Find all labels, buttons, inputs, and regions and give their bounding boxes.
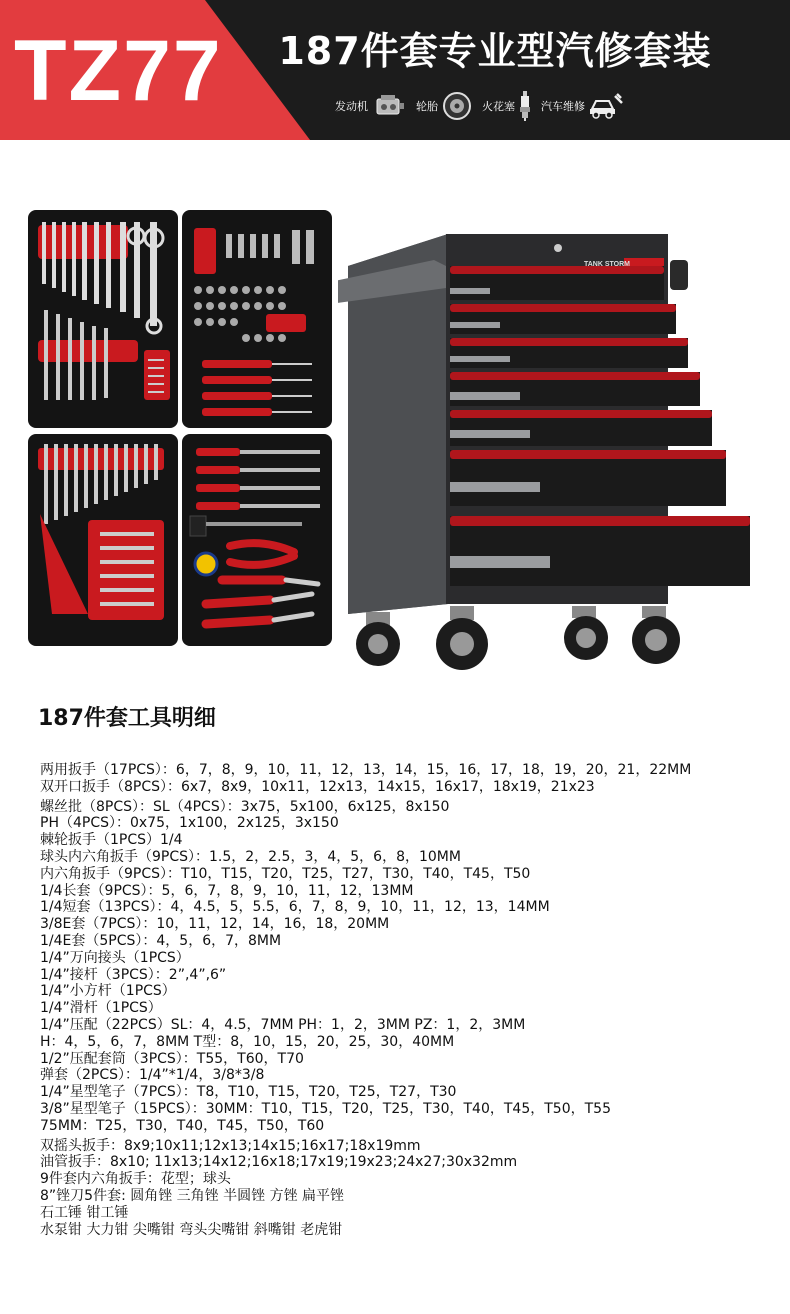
feature-tag-label: 发动机: [335, 100, 368, 113]
detail-line: 1/2”压配套筒（3PCS）：T55，T60，T70: [40, 1050, 304, 1067]
feature-tags: [335, 88, 633, 124]
detail-line: 1/4”万向接头（1PCS）: [40, 949, 190, 966]
detail-line: 两用扳手（17PCS）：6，7，8，9，10，11，12，13，14，15，16，17，18，19，20，21，22MM: [40, 762, 692, 778]
feature-tag-tire: [416, 91, 472, 121]
detail-line: 水泵钳 大力钳 尖嘴钳 弯头尖嘴钳 斜嘴钳 老虎钳: [40, 1221, 343, 1238]
feature-tag-spark-plug: [482, 91, 531, 121]
engine-icon: [372, 93, 406, 119]
brand-label: TANK STORM: [584, 261, 631, 268]
model-code: TZ77: [14, 23, 223, 119]
detail-line: 1/4”压配（22PCS）SL：4，4.5，7MM PH：1，2，3MM PZ：1，2，3MM: [40, 1016, 526, 1033]
detail-line: H：4，5，6，7，8MM T型：8，10，15，20，25，30，40MM: [40, 1033, 455, 1050]
feature-tag-label: 火花塞: [482, 100, 515, 113]
car-repair-icon: [589, 93, 623, 119]
spark-plug-icon: [519, 91, 531, 121]
detail-line: 9件套内六角扳手：花型；球头: [40, 1171, 231, 1188]
detail-list: [40, 762, 780, 1238]
tool-tray-sockets: [182, 210, 332, 428]
feature-tag-engine: [335, 93, 406, 119]
detail-line: 1/4”星型笔子（7PCS）：T8，T10，T15，T20，T25，T27，T30: [40, 1084, 457, 1101]
product-title: 187件套专业型汽修套装: [278, 29, 712, 73]
detail-line: 油管扳手：8x10; 11x13;14x12;16x18;17x19;19x23;24x27;30x32mm: [40, 1154, 518, 1171]
detail-line: 3/8E套（7PCS）：10，11，12，14，16，18，20MM: [40, 916, 390, 933]
detail-line: 3/8”星型笔子（15PCS）：30MM：T10，T15，T20，T25，T30，T40，T45，T50，T55: [40, 1100, 611, 1117]
feature-tag-label: 汽车维修: [541, 100, 585, 113]
detail-line: 双开口扳手（8PCS）：6x7，8x9，10x11，12x13，14x15，16x17，18x19，21x23: [40, 778, 595, 795]
product-photos: [28, 208, 760, 678]
detail-line: PH（4PCS）：0x75，1x100，2x125，3x150: [40, 815, 339, 832]
tool-cabinet: [338, 226, 778, 686]
detail-title: 187件套工具明细: [38, 706, 216, 731]
feature-tag-car-repair: [541, 93, 623, 119]
cabinet-drawers: [450, 266, 750, 586]
detail-line: 球头内六角扳手（9PCS）：1.5，2，2.5，3，4，5，6，8，10MM: [40, 848, 461, 865]
detail-line: 1/4”小方杆（1PCS）: [40, 983, 176, 1000]
tool-tray-pliers: [182, 434, 332, 646]
ratchet-wrench-tray-image: [28, 434, 178, 646]
feature-tag-label: 轮胎: [416, 100, 438, 113]
detail-line: 1/4”接杆（3PCS）：2”,4”,6”: [40, 966, 227, 983]
header-banner: [0, 0, 790, 140]
detail-line: 1/4”滑杆（1PCS）: [40, 1000, 162, 1017]
detail-line: 1/4E套（5PCS）：4，5，6，7，8MM: [40, 932, 282, 949]
tool-tray-wrenches: [28, 210, 178, 428]
detail-line: 内六角扳手（9PCS）：T10，T15，T20，T25，T27，T30，T40，T45，T50: [40, 865, 531, 882]
detail-line: 1/4长套（9PCS）：5，6，7，8，9，10，11，12，13MM: [40, 882, 414, 899]
detail-line: 双摇头扳手：8x9;10x11;12x13;14x15;16x17;18x19mm: [40, 1137, 421, 1154]
detail-line: 1/4短套（13PCS）：4，4.5，5，5.5，6，7，8，9，10，11，12，13，14MM: [40, 899, 550, 916]
wrench-tray-image: [28, 210, 178, 428]
socket-tray-image: [182, 210, 332, 428]
pliers-tray-image: [182, 434, 332, 646]
detail-line: 石工锤 钳工锤: [40, 1204, 129, 1221]
tool-cabinet-image: [338, 226, 778, 686]
detail-line: 螺丝批（8PCS）：SL（4PCS）：3x75，5x100，6x125，8x150: [40, 798, 450, 815]
detail-line: 8”锉刀5件套: 圆角锉 三角锉 半圆锉 方锉 扁平锉: [40, 1187, 345, 1204]
detail-line: 75MM：T25，T30，T40，T45，T50，T60: [40, 1117, 325, 1134]
tire-icon: [442, 91, 472, 121]
tool-tray-ratchet-wrenches: [28, 434, 178, 646]
detail-line: 弹套（2PCS）：1/4”*1/4，3/8*3/8: [40, 1067, 265, 1084]
detail-line: 棘轮扳手（1PCS）1/4: [40, 832, 183, 849]
